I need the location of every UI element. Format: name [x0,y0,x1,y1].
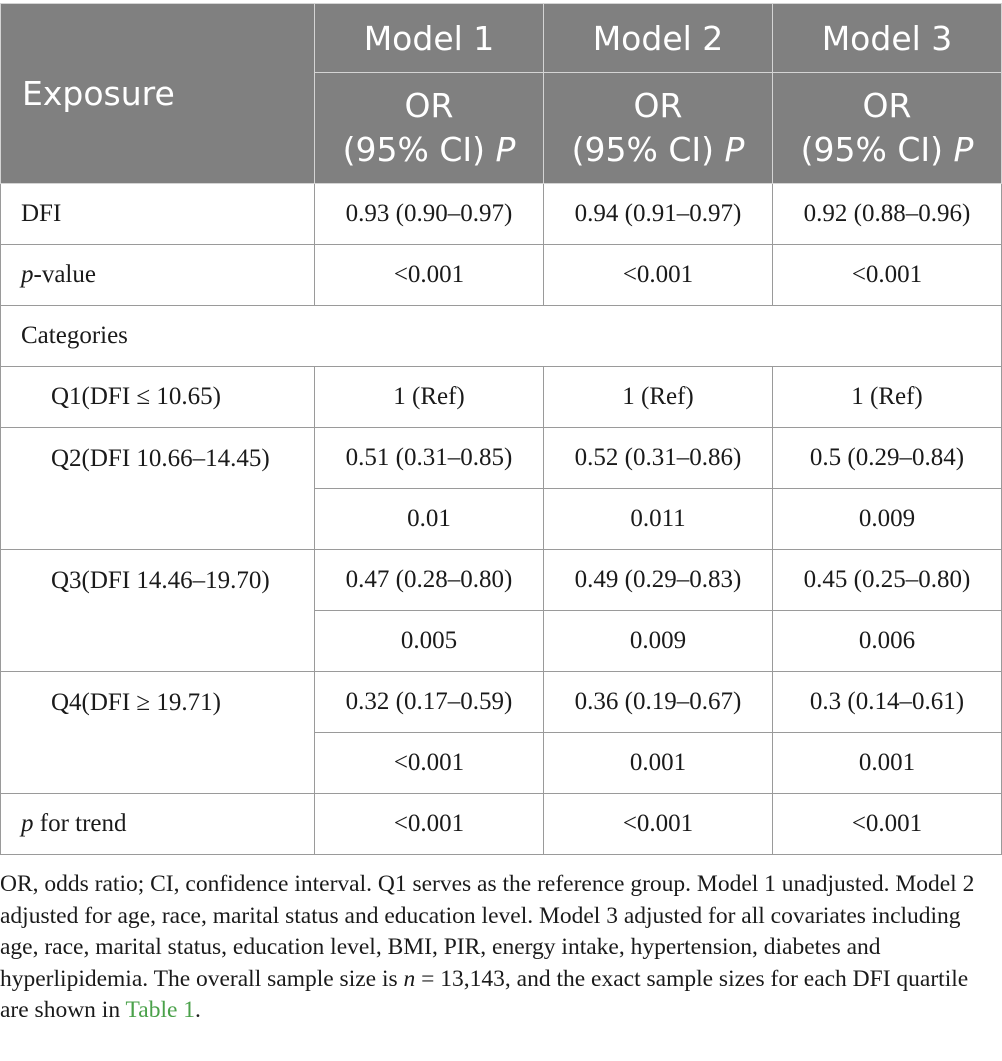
cell-model-1: <0.001 [315,794,544,855]
row-label: Q3(DFI 14.46–19.70) [1,550,315,672]
table-footnote: OR, odds ratio; CI, confidence interval. Q1 serves as the reference group. Model 1 unadjusted. Model 2 adjusted for age, race, marital status and education level. Model 3 adjusted for all covariates including age, race, marital status, education level, BMI, PIR, energy intake, hypertension, diabetes and hyperlipidemia. The overall sample size is n = 13,143, and the exact sample sizes for each DFI quartile are shown in Table 1. [0,871,975,1023]
table-row-categories [1,306,1002,367]
header-exposure: Exposure [1,4,315,184]
or-label: OR [633,86,683,125]
row-label: p-value [1,245,315,306]
header-model-1: Model 1 [315,4,544,73]
results-table [0,3,1002,855]
cell-p-model-1: 0.01 [315,489,544,550]
ci-label: (95% CI) [800,130,943,169]
cell-model-2: 1 (Ref) [544,367,773,428]
table-row-q2 [1,428,1002,489]
row-label: p for trend [1,794,315,855]
cell-p-model-1: <0.001 [315,733,544,794]
header-or-ci-p [315,73,544,184]
cell-p-model-2: 0.011 [544,489,773,550]
cell-p-model-3: 0.006 [773,611,1002,672]
table-header [1,4,1002,184]
cell-model-3: 0.45 (0.25–0.80) [773,550,1002,611]
cell-model-2: <0.001 [544,245,773,306]
or-label: OR [404,86,454,125]
row-label: Q1(DFI ≤ 10.65) [1,367,315,428]
p-label: P [953,130,974,169]
ci-label: (95% CI) [342,130,485,169]
cell-model-3: <0.001 [773,245,1002,306]
cell-p-model-3: 0.009 [773,489,1002,550]
row-label: Q4(DFI ≥ 19.71) [1,672,315,794]
table-row-dfi [1,184,1002,245]
header-model-2: Model 2 [544,4,773,73]
ci-label: (95% CI) [571,130,714,169]
table-row-q1 [1,367,1002,428]
cell-p-model-2: 0.001 [544,733,773,794]
p-label: P [724,130,745,169]
table-row-q4 [1,672,1002,733]
cell-model-1: 0.47 (0.28–0.80) [315,550,544,611]
cell-model-3: 0.5 (0.29–0.84) [773,428,1002,489]
cell-model-1: 0.32 (0.17–0.59) [315,672,544,733]
table-row-p-value [1,245,1002,306]
header-or-ci-p [544,73,773,184]
or-label: OR [862,86,912,125]
header-or-ci-p [773,73,1002,184]
cell-p-model-1: 0.005 [315,611,544,672]
table-row-p-for-trend [1,794,1002,855]
cell-p-model-2: 0.009 [544,611,773,672]
cell-model-2: <0.001 [544,794,773,855]
cell-model-3: 0.3 (0.14–0.61) [773,672,1002,733]
p-label: P [495,130,516,169]
cell-model-2: 0.36 (0.19–0.67) [544,672,773,733]
cell-model-1: 0.51 (0.31–0.85) [315,428,544,489]
header-model-3: Model 3 [773,4,1002,73]
table-1-link[interactable]: Table 1 [125,997,196,1023]
cell-model-1: 0.93 (0.90–0.97) [315,184,544,245]
cell-model-3: <0.001 [773,794,1002,855]
cell-model-2: 0.52 (0.31–0.86) [544,428,773,489]
row-label: Q2(DFI 10.66–14.45) [1,428,315,550]
cell-p-model-3: 0.001 [773,733,1002,794]
cell-model-2: 0.94 (0.91–0.97) [544,184,773,245]
cell-model-2: 0.49 (0.29–0.83) [544,550,773,611]
row-label: Categories [1,306,1002,367]
table-body [1,184,1002,855]
row-label: DFI [1,184,315,245]
cell-model-1: 1 (Ref) [315,367,544,428]
cell-model-3: 0.92 (0.88–0.96) [773,184,1002,245]
table-row-q3 [1,550,1002,611]
cell-model-3: 1 (Ref) [773,367,1002,428]
cell-model-1: <0.001 [315,245,544,306]
